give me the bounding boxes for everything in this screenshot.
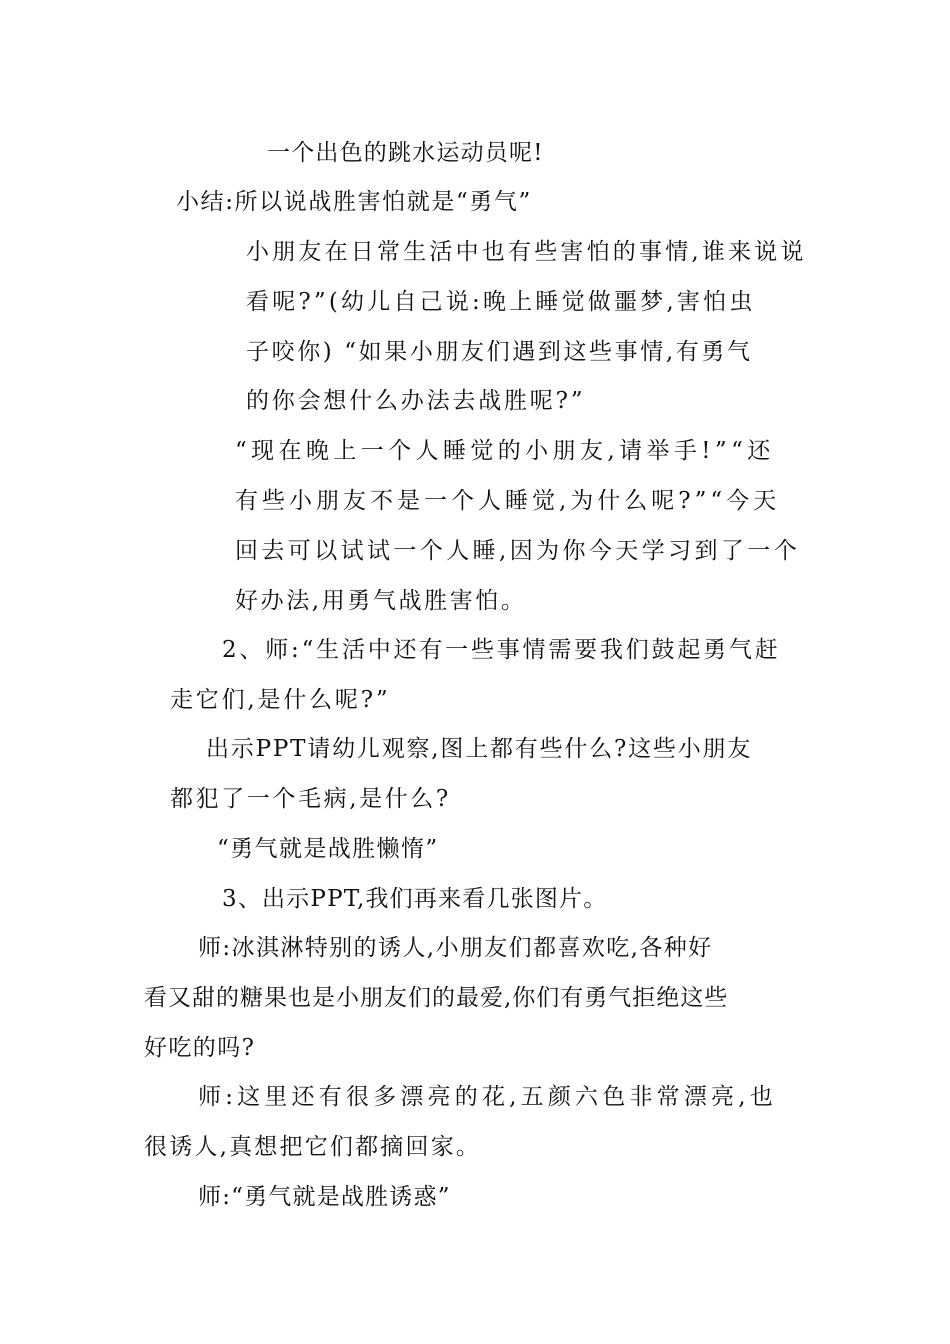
text-line: 回去可以试试一个人睡,因为你今天学习到了一个: [235, 538, 801, 564]
text-line: 好吃的吗?: [144, 1035, 256, 1061]
text-line: 一个出色的跳水运动员呢!: [267, 140, 544, 166]
text-line: 出示PPT请幼儿观察,图上都有些什么?这些小朋友: [206, 736, 753, 762]
text-line: 看呢?”(幼儿自己说:晚上睡觉做噩梦,害怕虫: [246, 289, 756, 315]
text-line: 小结:所以说战胜害怕就是“勇气”: [176, 189, 532, 215]
text-line: 师:冰淇淋特别的诱人,小朋友们都喜欢吃,各种好: [198, 935, 713, 961]
text-line: 很诱人,真想把它们都摘回家。: [144, 1134, 482, 1160]
text-line: 师:“勇气就是战胜诱惑”: [198, 1184, 451, 1210]
text-line: “勇气就是战胜懒惰”: [217, 836, 439, 862]
text-line: 子咬你) “如果小朋友们遇到这些事情,有勇气: [246, 339, 753, 365]
text-line: 3、出示PPT,我们再来看几张图片。: [222, 886, 608, 912]
text-line: 有些小朋友不是一个人睡觉,为什么呢?”“今天: [235, 488, 781, 514]
text-line: 好办法,用勇气战胜害怕。: [235, 588, 527, 614]
text-line: “现在晚上一个人睡觉的小朋友,请举手!”“还: [235, 438, 775, 464]
text-line: 走它们,是什么呢?”: [170, 687, 391, 713]
text-line: 师:这里还有很多漂亮的花,五颜六色非常漂亮,也: [198, 1084, 777, 1110]
text-line: 都犯了一个毛病,是什么?: [170, 786, 451, 812]
text-line: 2、师:“生活中还有一些事情需要我们鼓起勇气赶: [222, 637, 781, 663]
text-line: 看又甜的糖果也是小朋友们的最爱,你们有勇气拒绝这些: [144, 985, 729, 1011]
text-line: 的你会想什么办法去战胜呢?”: [246, 388, 586, 414]
text-line: 小朋友在日常生活中也有些害怕的事情,谁来说说: [246, 239, 807, 265]
